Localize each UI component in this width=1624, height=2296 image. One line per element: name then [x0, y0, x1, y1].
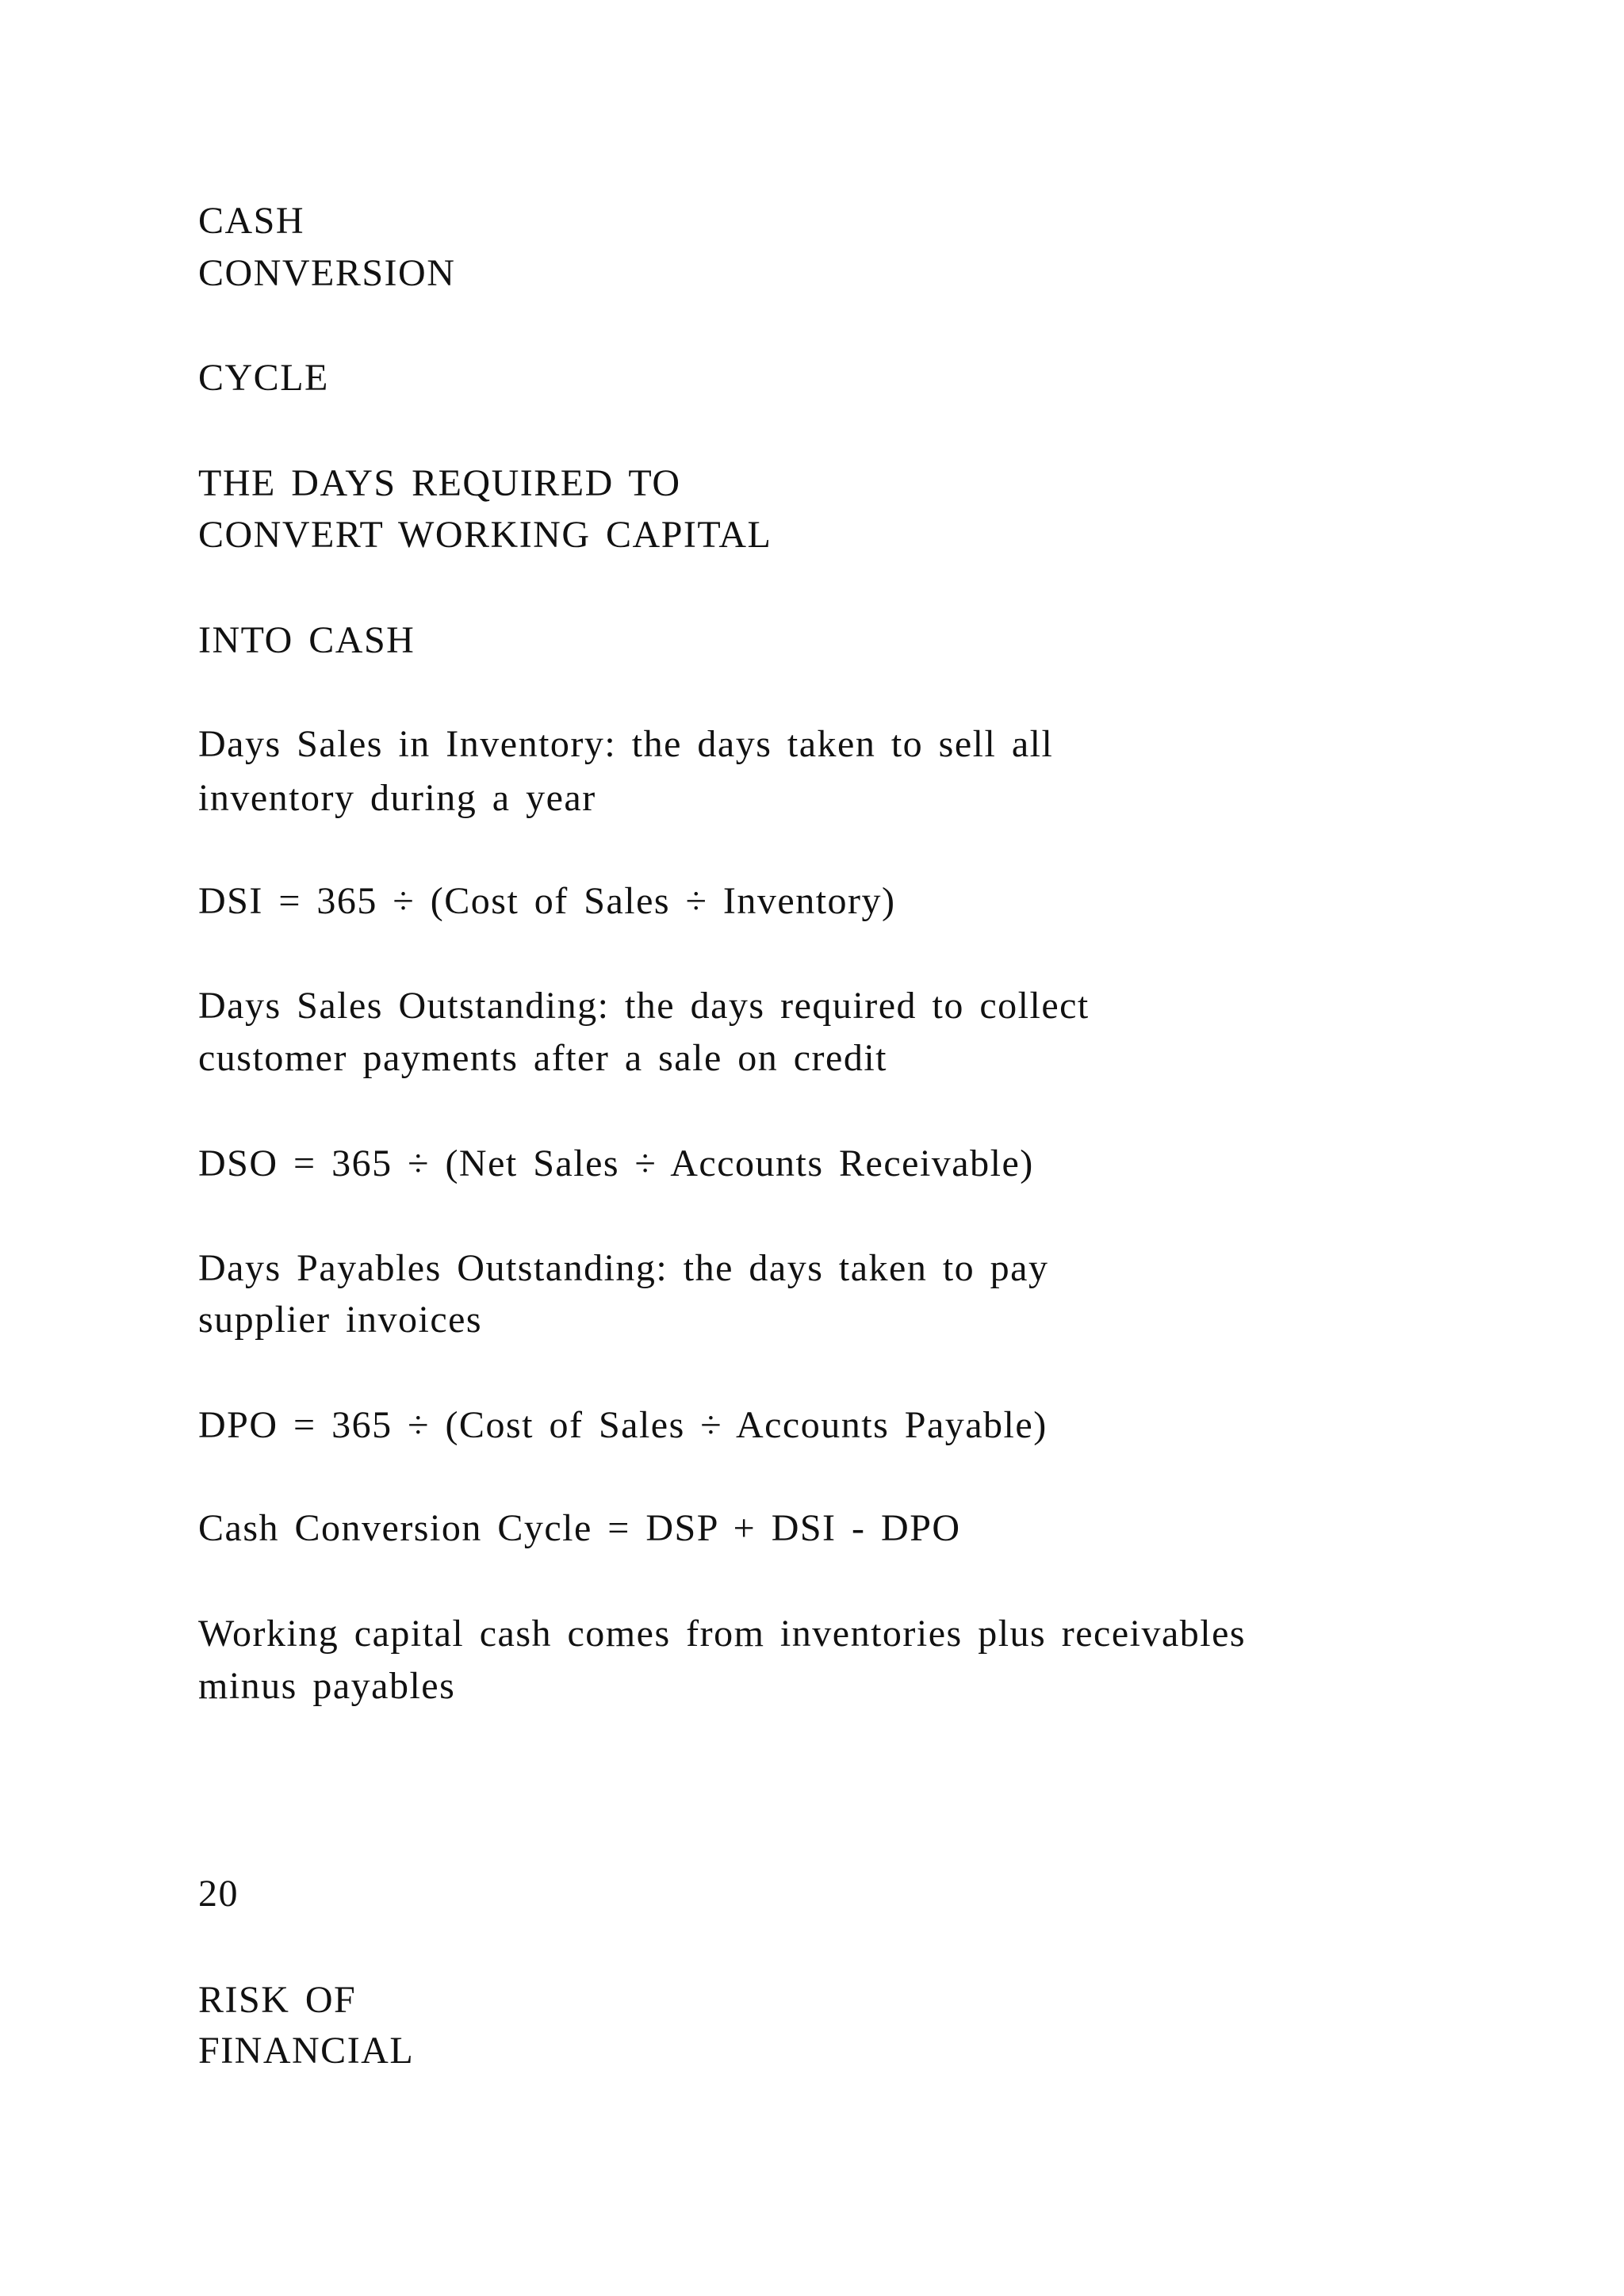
dso-formula: DSO = 365 ÷ (Net Sales ÷ Accounts Receivable) — [198, 1142, 1034, 1184]
heading-line: CONVERSION — [198, 252, 456, 294]
next-heading-line: RISK OF — [198, 1979, 357, 2021]
working-capital-note-line: Working capital cash comes from inventories plus receivables — [198, 1613, 1247, 1655]
ccc-formula: Cash Conversion Cycle = DSP + DSI - DPO — [198, 1507, 961, 1549]
dso-definition-line: Days Sales Outstanding: the days required to collect — [198, 985, 1090, 1027]
subheading-line: THE DAYS REQUIRED TO — [198, 462, 681, 504]
next-heading-line: FINANCIAL — [198, 2030, 415, 2072]
dsi-definition-line: inventory during a year — [198, 777, 596, 819]
dso-definition-line: customer payments after a sale on credit — [198, 1037, 888, 1079]
working-capital-note-line: minus payables — [198, 1665, 456, 1707]
page-number: 20 — [198, 1873, 239, 1915]
heading-line: CYCLE — [198, 357, 329, 399]
subheading-line: CONVERT WORKING CAPITAL — [198, 514, 772, 556]
subheading-line: INTO CASH — [198, 619, 416, 661]
heading-line: CASH — [198, 200, 305, 242]
dpo-formula: DPO = 365 ÷ (Cost of Sales ÷ Accounts Payable) — [198, 1404, 1048, 1446]
dpo-definition-line: Days Payables Outstanding: the days taken to pay — [198, 1247, 1049, 1289]
dpo-definition-line: supplier invoices — [198, 1299, 483, 1341]
dsi-definition-line: Days Sales in Inventory: the days taken to sell all — [198, 723, 1054, 765]
dsi-formula: DSI = 365 ÷ (Cost of Sales ÷ Inventory) — [198, 880, 896, 922]
